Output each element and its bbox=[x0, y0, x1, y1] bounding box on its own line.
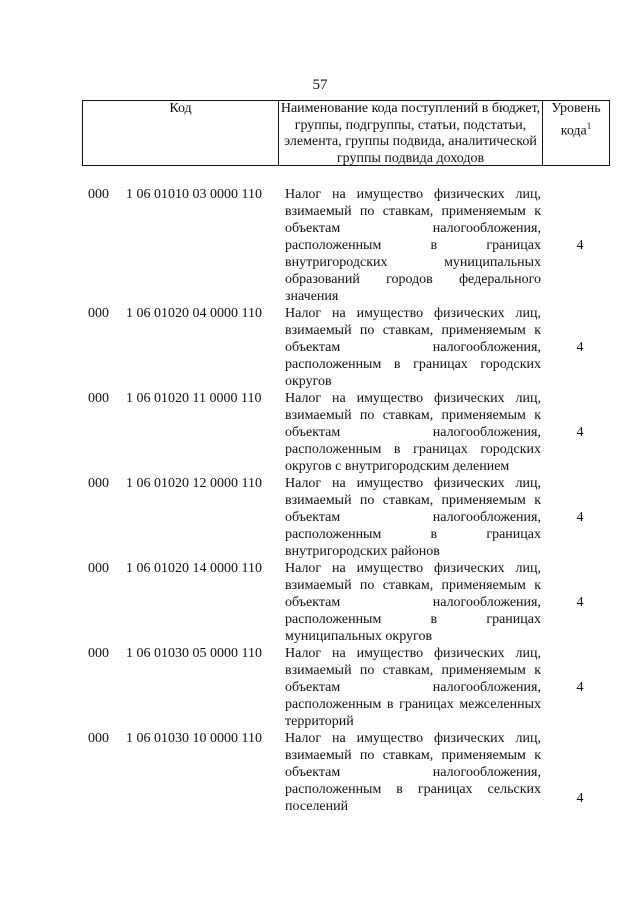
row-description: Налог на имущество физических лиц, взимаемый по ставкам, применяемым к объектам налогообложения, расположенным в границах городских округов bbox=[285, 306, 541, 389]
table-body bbox=[0, 186, 640, 832]
admin-code: 000 bbox=[88, 306, 109, 321]
budget-code: 1 06 01010 03 0000 110 bbox=[126, 187, 262, 202]
row-description: Налог на имущество физических лиц, взимаемый по ставкам, применяемым к объектам налогообложения, расположенным в границах внутригородских муниципальных образований городов федерального значения bbox=[285, 187, 541, 304]
row-level: 4 bbox=[576, 791, 584, 806]
row-level: 4 bbox=[576, 680, 584, 695]
budget-code: 1 06 01030 05 0000 110 bbox=[126, 646, 262, 661]
table-row bbox=[0, 560, 640, 645]
row-description: Налог на имущество физических лиц, взимаемый по ставкам, применяемым к объектам налогообложения, расположенным в границах городских округов с внутригородским делением bbox=[285, 391, 541, 474]
header-name: Наименование кода поступлений в бюджет, группы, подгруппы, статьи, подстатьи, элемента, группы подвида, аналитической группы подвида доходов bbox=[279, 101, 543, 165]
table-row bbox=[0, 186, 640, 305]
admin-code: 000 bbox=[88, 391, 109, 406]
page-number: 57 bbox=[312, 77, 328, 93]
header-level bbox=[543, 101, 609, 165]
table-row bbox=[0, 645, 640, 730]
admin-code: 000 bbox=[88, 731, 109, 746]
row-level: 4 bbox=[576, 595, 584, 610]
admin-code: 000 bbox=[88, 646, 109, 661]
row-description: Налог на имущество физических лиц, взимаемый по ставкам, применяемым к объектам налогообложения, расположенным в границах сельских поселений bbox=[285, 731, 541, 814]
budget-code: 1 06 01020 14 0000 110 bbox=[126, 561, 262, 576]
row-description: Налог на имущество физических лиц, взимаемый по ставкам, применяемым к объектам налогообложения, расположенным в границах муниципальных округов bbox=[285, 561, 541, 644]
budget-code: 1 06 01020 11 0000 110 bbox=[126, 391, 262, 406]
row-level: 4 bbox=[576, 510, 584, 525]
budget-code: 1 06 01030 10 0000 110 bbox=[126, 731, 262, 746]
table-row bbox=[0, 730, 640, 832]
header-level-footnote: 1 bbox=[586, 120, 592, 131]
table-row bbox=[0, 475, 640, 560]
budget-code: 1 06 01020 04 0000 110 bbox=[126, 306, 262, 321]
row-description: Налог на имущество физических лиц, взимаемый по ставкам, применяемым к объектам налогообложения, расположенным в границах внутригородских районов bbox=[285, 476, 541, 559]
header-code: Код bbox=[83, 101, 279, 165]
row-level: 4 bbox=[576, 425, 584, 440]
table-row bbox=[0, 390, 640, 475]
admin-code: 000 bbox=[88, 187, 109, 202]
row-level: 4 bbox=[576, 238, 584, 253]
row-level: 4 bbox=[576, 340, 584, 355]
admin-code: 000 bbox=[88, 561, 109, 576]
table-header bbox=[82, 100, 610, 166]
row-description: Налог на имущество физических лиц, взимаемый по ставкам, применяемым к объектам налогообложения, расположенным в границах межселенных территорий bbox=[285, 646, 541, 729]
budget-code: 1 06 01020 12 0000 110 bbox=[126, 476, 262, 491]
admin-code: 000 bbox=[88, 476, 109, 491]
header-level-label: Уровень кода bbox=[551, 101, 601, 139]
table-row bbox=[0, 305, 640, 390]
